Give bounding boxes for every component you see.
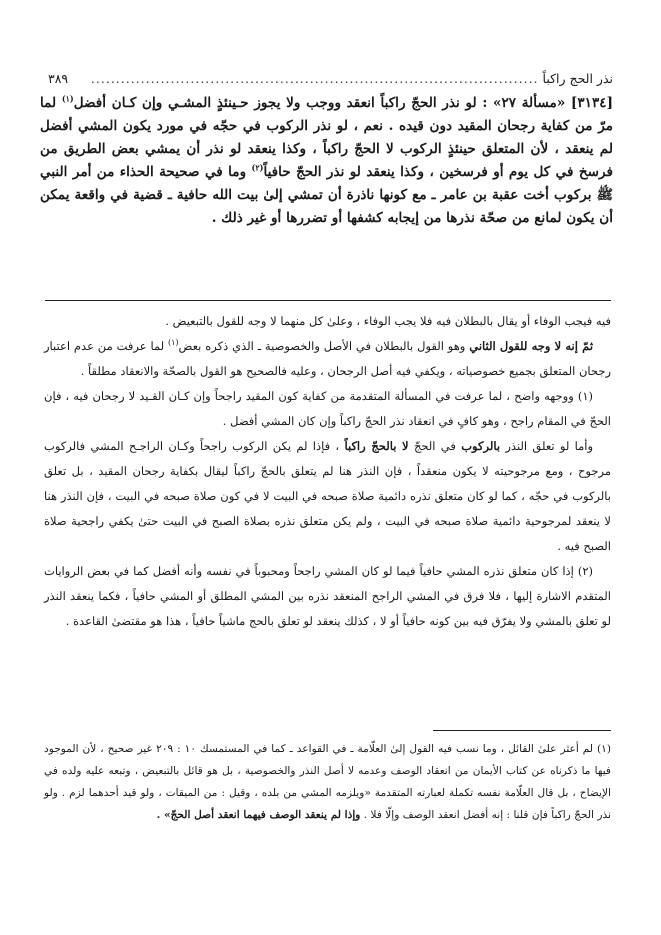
issue-label: «مسألة ٢٧» :	[482, 95, 566, 111]
commentary-paragraph	[44, 334, 611, 384]
issue-text-1: لو نذر الحجّ راكباً انعقد ووجب ولا يجوز حـينئذٍ المشـي وإن كـان أفضل	[73, 95, 477, 111]
footnote-marker[interactable]: (٢)	[251, 162, 264, 173]
header-title: نذر الحج راكباً	[542, 71, 613, 86]
commentary-paragraph	[44, 434, 611, 559]
paragraph-text: لما عرفت من عدم اعتبار رجحان المتعلق بجميع خصوصياته ، ويكفي فيه أصل الرجحان ، وعليه فالصحيح هو القول بالصحّة والانعقاد مطلقاً .	[44, 339, 611, 378]
bold-phrase: وإذا لم ينعقد الوصف فيهما انعقد أصل الحجّ» .	[156, 809, 361, 821]
bold-phrase: بالركوب	[461, 439, 501, 453]
commentary-paragraph: فيه فيجب الوفاء أو يقال بالبطلان فيه فلا يجب الوفاء ، وعلىٰ كل منهما لا وجه للقول بالتبعيض .	[165, 314, 611, 328]
issue-text-2: لما مرّ من كفاية رجحان المقيد دون قيده . نعم ، لو نذر الركوب في حجّه في مورد يكون المشي أفضل لم ينعقد ، لأن المتعلق حينئذٍ الركوب لا الحجّ راكباً ، وكذا ينعقد لو نذر أن يمشي بعض الطريق من فرسخ في كل يوم أو فرسخين ، وكذا ينعقد لو نذر الحجّ حافياً	[40, 95, 614, 180]
bold-phrase: ثمّ إنه لا وجه للقول الثاني	[469, 339, 594, 353]
commentary-paragraph: (١) ووجهه واضح ، لما عرفت في المسألة المتقدمة من كفاية كون المقيد راجحاً وإن كـان القـيد لا رجحان فيه ، فإن الحجّ في المقام راجح ، وهو كافٍ في انعقاد نذر الحجّ راكباً وإن كان المشي أفضل .	[44, 389, 611, 428]
footnote-item	[44, 738, 611, 826]
paragraph-text: ، فإذا لم يكن الركوب راجحاً وكـان الراجـح المشي فالركوب مرجوح ، ومع مرجوحيته لا يكون منعقداً ، فإن النذر هنا لم يتعلق بالحجّ راكباً ليقال بكفاية رجحان المقيد ، بل تعلق بالركوب في حجّه ، كما لو كان متعلق نذره دائمية صلاة صبحه في البيت لا في كون صلاة صبحه في البيت ، فإن النذر هنا لا ينعقد لمرجوحية دائمية صلاة صبحه في البيت ، ولم يكن متعلق نذره بصلاة الصبح في البيت حتىٰ يكفي راجحية صلاة الصبح فيه .	[44, 439, 611, 553]
issue-number: [٣١٣٤]	[570, 95, 614, 111]
section-divider	[45, 300, 611, 301]
bold-phrase: لا بالحجّ راكباً	[344, 439, 409, 453]
paragraph-text: في الحجّ	[413, 439, 456, 453]
page-number: ٣٨٩	[48, 71, 69, 86]
footnotes	[44, 738, 611, 826]
paragraph-text: وأما لو تعلق النذر	[505, 439, 594, 453]
commentary-paragraph: (٢) إذا كان متعلق نذره المشي حافياً فيما لو كان المشي راجحاً ومحبوباً في نفسه وأنه أفضل كما في بعض الروايات المتقدم الاشارة إليها ، فلا فرق في المشي الراجح المنعقد نذره بين المشي المطلق أو المشي حافياً ، فكما ينعقد النذر لو تعلق بالمشي ولا يفرّق فيه بين كونه حافياً أو لا ، كذلك ينعقد لو تعلق بالحج ماشياً حافياً ، هذا هو مقتضىٰ القاعدة .	[44, 564, 611, 628]
issue-text-3: وما في صحيحة الحذاء من أمر النبي ﷺ بركوب أخت عقبة بن عامر ـ مع كونها ناذرة أن تمشي إلىٰ بيت الله حافية ـ قضية في واقعة يمكن أن يكون لمانع من صحّة نذرها من إيجابه كشفها أو تضررها أو غير ذلك .	[40, 164, 613, 226]
main-text	[40, 92, 613, 230]
paragraph-text: وهو القول بالبطلان في الأصل والخصوصية ـ الذي ذكره بعض	[178, 339, 466, 353]
footnote-divider	[433, 730, 611, 731]
header-leader-dots: ..........................................................................................	[90, 71, 539, 86]
footnote-marker[interactable]: (١)	[61, 93, 74, 104]
footnote-text: (١) لم أعثر علىٰ القائل ، وما نسب فيه القول إلىٰ العلّامة ـ في القواعد ـ كما في المستمسك ١٠ : ٢٠٩ غير صحيح ، لأن الموجود فيها ما ذكرناه عن كتاب الأيمان من انعقاد الوصف وعدمه لا أصل النذر والخصوصية ، بل هو قائل بالتبعيض ، وتبعه عليه ولده في الإيضاح ، بل قال العلّامة نفسه تكملة لعبارته المتقدمة «ويلزمه المشي من بلده ، وقيل : من الميقات ، ولو قيد أحدهما لزم . ولو نذر الحجّ راكباً فإن قلنا : إنه أفضل انعقد الوصف وإلّا فلا .	[44, 743, 611, 821]
issue-paragraph	[40, 92, 613, 230]
commentary	[44, 309, 611, 634]
running-header	[48, 64, 613, 86]
footnote-marker[interactable]: (١)	[168, 338, 179, 348]
